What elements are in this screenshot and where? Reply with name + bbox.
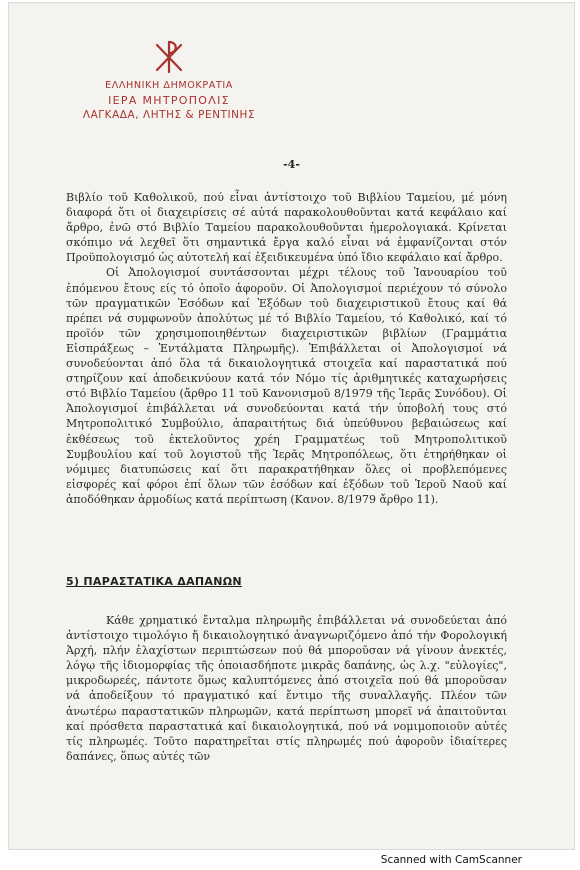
letterhead	[64, 36, 274, 123]
paragraph: Κάθε χρηματικό ἔνταλμα πληρωμῆς ἐπιβάλλεται νά συνοδεύεται ἀπό ἀντίστοιχο τιμολόγιο ἤ δικαιολογητικό ἀναγνωριζόμενο ἀπό τήν Φορολογική Ἀρχή, πλήν ἐλαχίστων περιπτώσεων πού θά μποροῦσαν νά γίνουν ἀνεκτές, λόγῳ τῆς ἰδιομορφίας τῆς ὁποιασδήποτε μικρᾶς δαπάνης, ὡς λ.χ. "εὐλογίες", μικροδωρεές, πάντοτε ὅμως καλυπτόμενες ἀπό στοιχεῖα πού θά μποροῦσαν νά ἀποδείξουν τό πραγματικό καί ἔντιμο τῆς συναλλαγῆς. Πλέον τῶν ἀνωτέρω παραστατικῶν πληρωμῶν, κατά περίπτωση μπορεῖ νά ἀπαιτοῦνται καί πρόσθετα παραστατικά καί δικαιολογητικά, πού νά νομιμοποιοῦν αὐτές τίς πληρωμές. Τοῦτο παρατηρεῖται στίς πληρωμές πού ἀφοροῦν ἰδιαίτερες δαπάνες, ὅπως αὐτές τῶν	[66, 614, 507, 763]
paragraph: Οἱ Ἀπολογισμοί συντάσσονται μέχρι τέλους τοῦ Ἰανουαρίου τοῦ ἑπόμενου ἔτους είς τό ὁποῖο ἀφοροῦν. Οἱ Ἀπολογισμοί περιέχουν τό σύνολο τῶν πραγματικῶν Ἐσόδων καί Ἐξόδων τοῦ διαχειριστικοῦ ἔτους καί θά πρέπει νά συμφωνοῦν ἀπολύτως μέ τό Βιβλίο Ταμείου, τό Καθολικό, καί τό προϊόν τῶν χρησιμοποιηθέντων διαχειριστικῶν βιβλίων (Γραμμάτια Εἰσπράξεως – Ἐντάλματα Πληρωμῆς). Ἐπιβάλλεται οἱ Ἀπολογισμοί νά συνοδεύονται ἀπό ὅλα τά δικαιολογητικά στοιχεῖα καί παραστατικά πού στηρίζουν καί ἀποδεικνύουν κατά τόν Νόμο τίς ἀριθμητικές καταχωρήσεις στό Βιβλίο Ταμείου (ἄρθρο 11 τοῦ Κανονισμοῦ 8/1979 τῆς Ἱερᾶς Συνόδου). Οἱ Ἀπολογισμοί ἐπιβάλλεται νά συνοδεύονται κατά τήν ὑποβολή τους στό Μητροπολιτικό Συμβούλιο, ἀπαραιτήτως διά ὑπεύθυνου βεβαιώσεως καί ἐκθέσεως τοῦ ἐκτελοῦντος χρέη Γραμματέως τοῦ Μητροπολιτικοῦ Συμβουλίου καί τοῦ λογιστοῦ τῆς Ἱερᾶς Μητροπόλεως, ὅτι ἐτηρήθηκαν οἱ νόμιμες διατυπώσεις καί ὅτι παρακρατήθηκαν ὅλες οἱ προβλεπόμενες εἰσφορές καί φόροι ἐπί ὅλων τῶν ἐσόδων καί ἐξόδων τοῦ Ἱεροῦ Ναοῦ καί ἀποδόθηκαν ἁρμοδίως κατά περίπτωση (Κανον. 8/1979 ἄρθρο 11).	[66, 266, 507, 506]
letterhead-line-3: ΛΑΓΚΑΔΑ, ΛΗΤΗΣ & ΡΕΝΤΙΝΗΣ	[82, 109, 256, 121]
page-number: -4-	[283, 158, 300, 171]
paragraph: Βιβλίο τοῦ Καθολικοῦ, πού εἶναι ἀντίστοιχο τοῦ Βιβλίου Ταμείου, μέ μόνη διαφορά ὅτι οἱ διαχειρίσεις σέ αὐτά παρακολουθοῦνται κατά κεφάλαιο καί ἄρθρο, ἐνῶ στό Βιβλίο Ταμείου παρακολουθοῦνται ἡμερολογιακά. Κρίνεται σκόπιμο νά λεχθεῖ ὅτι σημαντικά ἔργα καλό εἶναι νά ἐμφανίζονται στόν Προϋπολογισμό ὡς αὐτοτελή καί ἐξειδικευμένα ὑπό ἴδιο κεφάλαιο καί ἄρθρο.	[66, 191, 507, 265]
letterhead-line-1: ΕΛΛΗΝΙΚΗ ΔΗΜΟΚΡΑΤΙΑ	[105, 80, 233, 91]
letterhead-line-2: ΙΕΡΑ ΜΗΤΡΟΠΟΛΙΣ	[108, 94, 230, 107]
body-text-bottom	[66, 613, 507, 764]
document-page	[8, 2, 575, 850]
section-heading: 5) ΠΑΡΑΣΤΑΤΙΚΑ ΔΑΠΑΝΩΝ	[66, 575, 242, 588]
body-text-top	[66, 190, 507, 507]
scanner-watermark: Scanned with CamScanner	[380, 854, 522, 866]
chi-rho-emblem-icon	[149, 36, 189, 76]
